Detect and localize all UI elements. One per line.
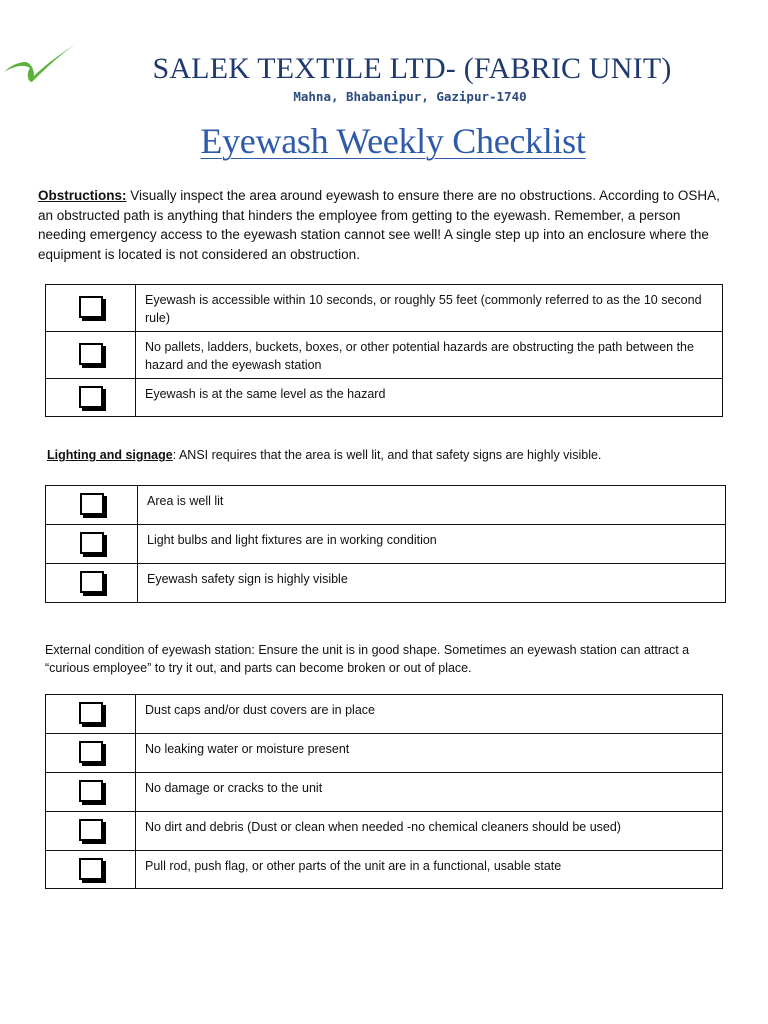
checklist-item: Light bulbs and light fixtures are in working condition (138, 525, 726, 564)
checklist-item: No leaking water or moisture present (136, 734, 723, 773)
lighting-intro: Lighting and signage: ANSI requires that the area is well lit, and that safety signs are highly visible. (47, 448, 602, 462)
table-row (46, 332, 723, 379)
checklist-item: No damage or cracks to the unit (136, 773, 723, 812)
checkbox[interactable] (79, 296, 103, 318)
table-row (46, 285, 723, 332)
checkbox[interactable] (80, 493, 104, 515)
table-row (46, 486, 726, 525)
checkbox[interactable] (80, 532, 104, 554)
table-row (46, 773, 723, 812)
table-row (46, 851, 723, 889)
external-condition-checklist (45, 694, 723, 889)
lighting-checklist (45, 485, 726, 603)
checkbox[interactable] (79, 386, 103, 408)
checkbox[interactable] (79, 741, 103, 763)
checkbox[interactable] (79, 780, 103, 802)
checklist-item: Dust caps and/or dust covers are in place (136, 695, 723, 734)
checkbox[interactable] (79, 702, 103, 724)
table-row (46, 734, 723, 773)
checklist-item: Area is well lit (138, 486, 726, 525)
table-row (46, 379, 723, 417)
external-condition-intro: External condition of eyewash station: Ensure the unit is in good shape. Sometimes an eyewash station can attract a “curious employee” to try it out, and parts can become broken or out of place. (45, 643, 690, 675)
lighting-heading: Lighting and signage (47, 448, 173, 462)
table-row (46, 525, 726, 564)
checklist-item: Eyewash is accessible within 10 seconds, or roughly 55 feet (commonly referred to as the 10 second rule) (136, 285, 723, 332)
obstructions-intro: Obstructions: Visually inspect the area around eyewash to ensure there are no obstructions. According to OSHA, an obstructed path is anything that hinders the employee from getting to the eyewash. Remember, a person needing emergency access to the eyewash station cannot see well! A single step up into an enclosure where the equipment is located is not considered an obstruction. (38, 188, 720, 262)
table-row (46, 564, 726, 603)
checkbox[interactable] (80, 571, 104, 593)
table-row (46, 812, 723, 851)
checkbox[interactable] (79, 343, 103, 365)
company-name: SALEK TEXTILE LTD- (FABRIC UNIT) (152, 52, 672, 85)
obstructions-heading: Obstructions: (38, 188, 127, 203)
checkbox[interactable] (79, 858, 103, 880)
checklist-item: No pallets, ladders, buckets, boxes, or other potential hazards are obstructing the path between the hazard and the eyewash station (136, 332, 723, 379)
checklist-item: Pull rod, push flag, or other parts of the unit are in a functional, usable state (136, 851, 723, 889)
obstructions-checklist (45, 284, 723, 417)
page-title: Eyewash Weekly Checklist (200, 121, 586, 161)
checklist-item: Eyewash safety sign is highly visible (138, 564, 726, 603)
checkbox[interactable] (79, 819, 103, 841)
checklist-item: Eyewash is at the same level as the hazard (136, 379, 723, 417)
table-row (46, 695, 723, 734)
company-address: Mahna, Bhabanipur, Gazipur-1740 (293, 89, 527, 104)
checklist-item: No dirt and debris (Dust or clean when needed -no chemical cleaners should be used) (136, 812, 723, 851)
